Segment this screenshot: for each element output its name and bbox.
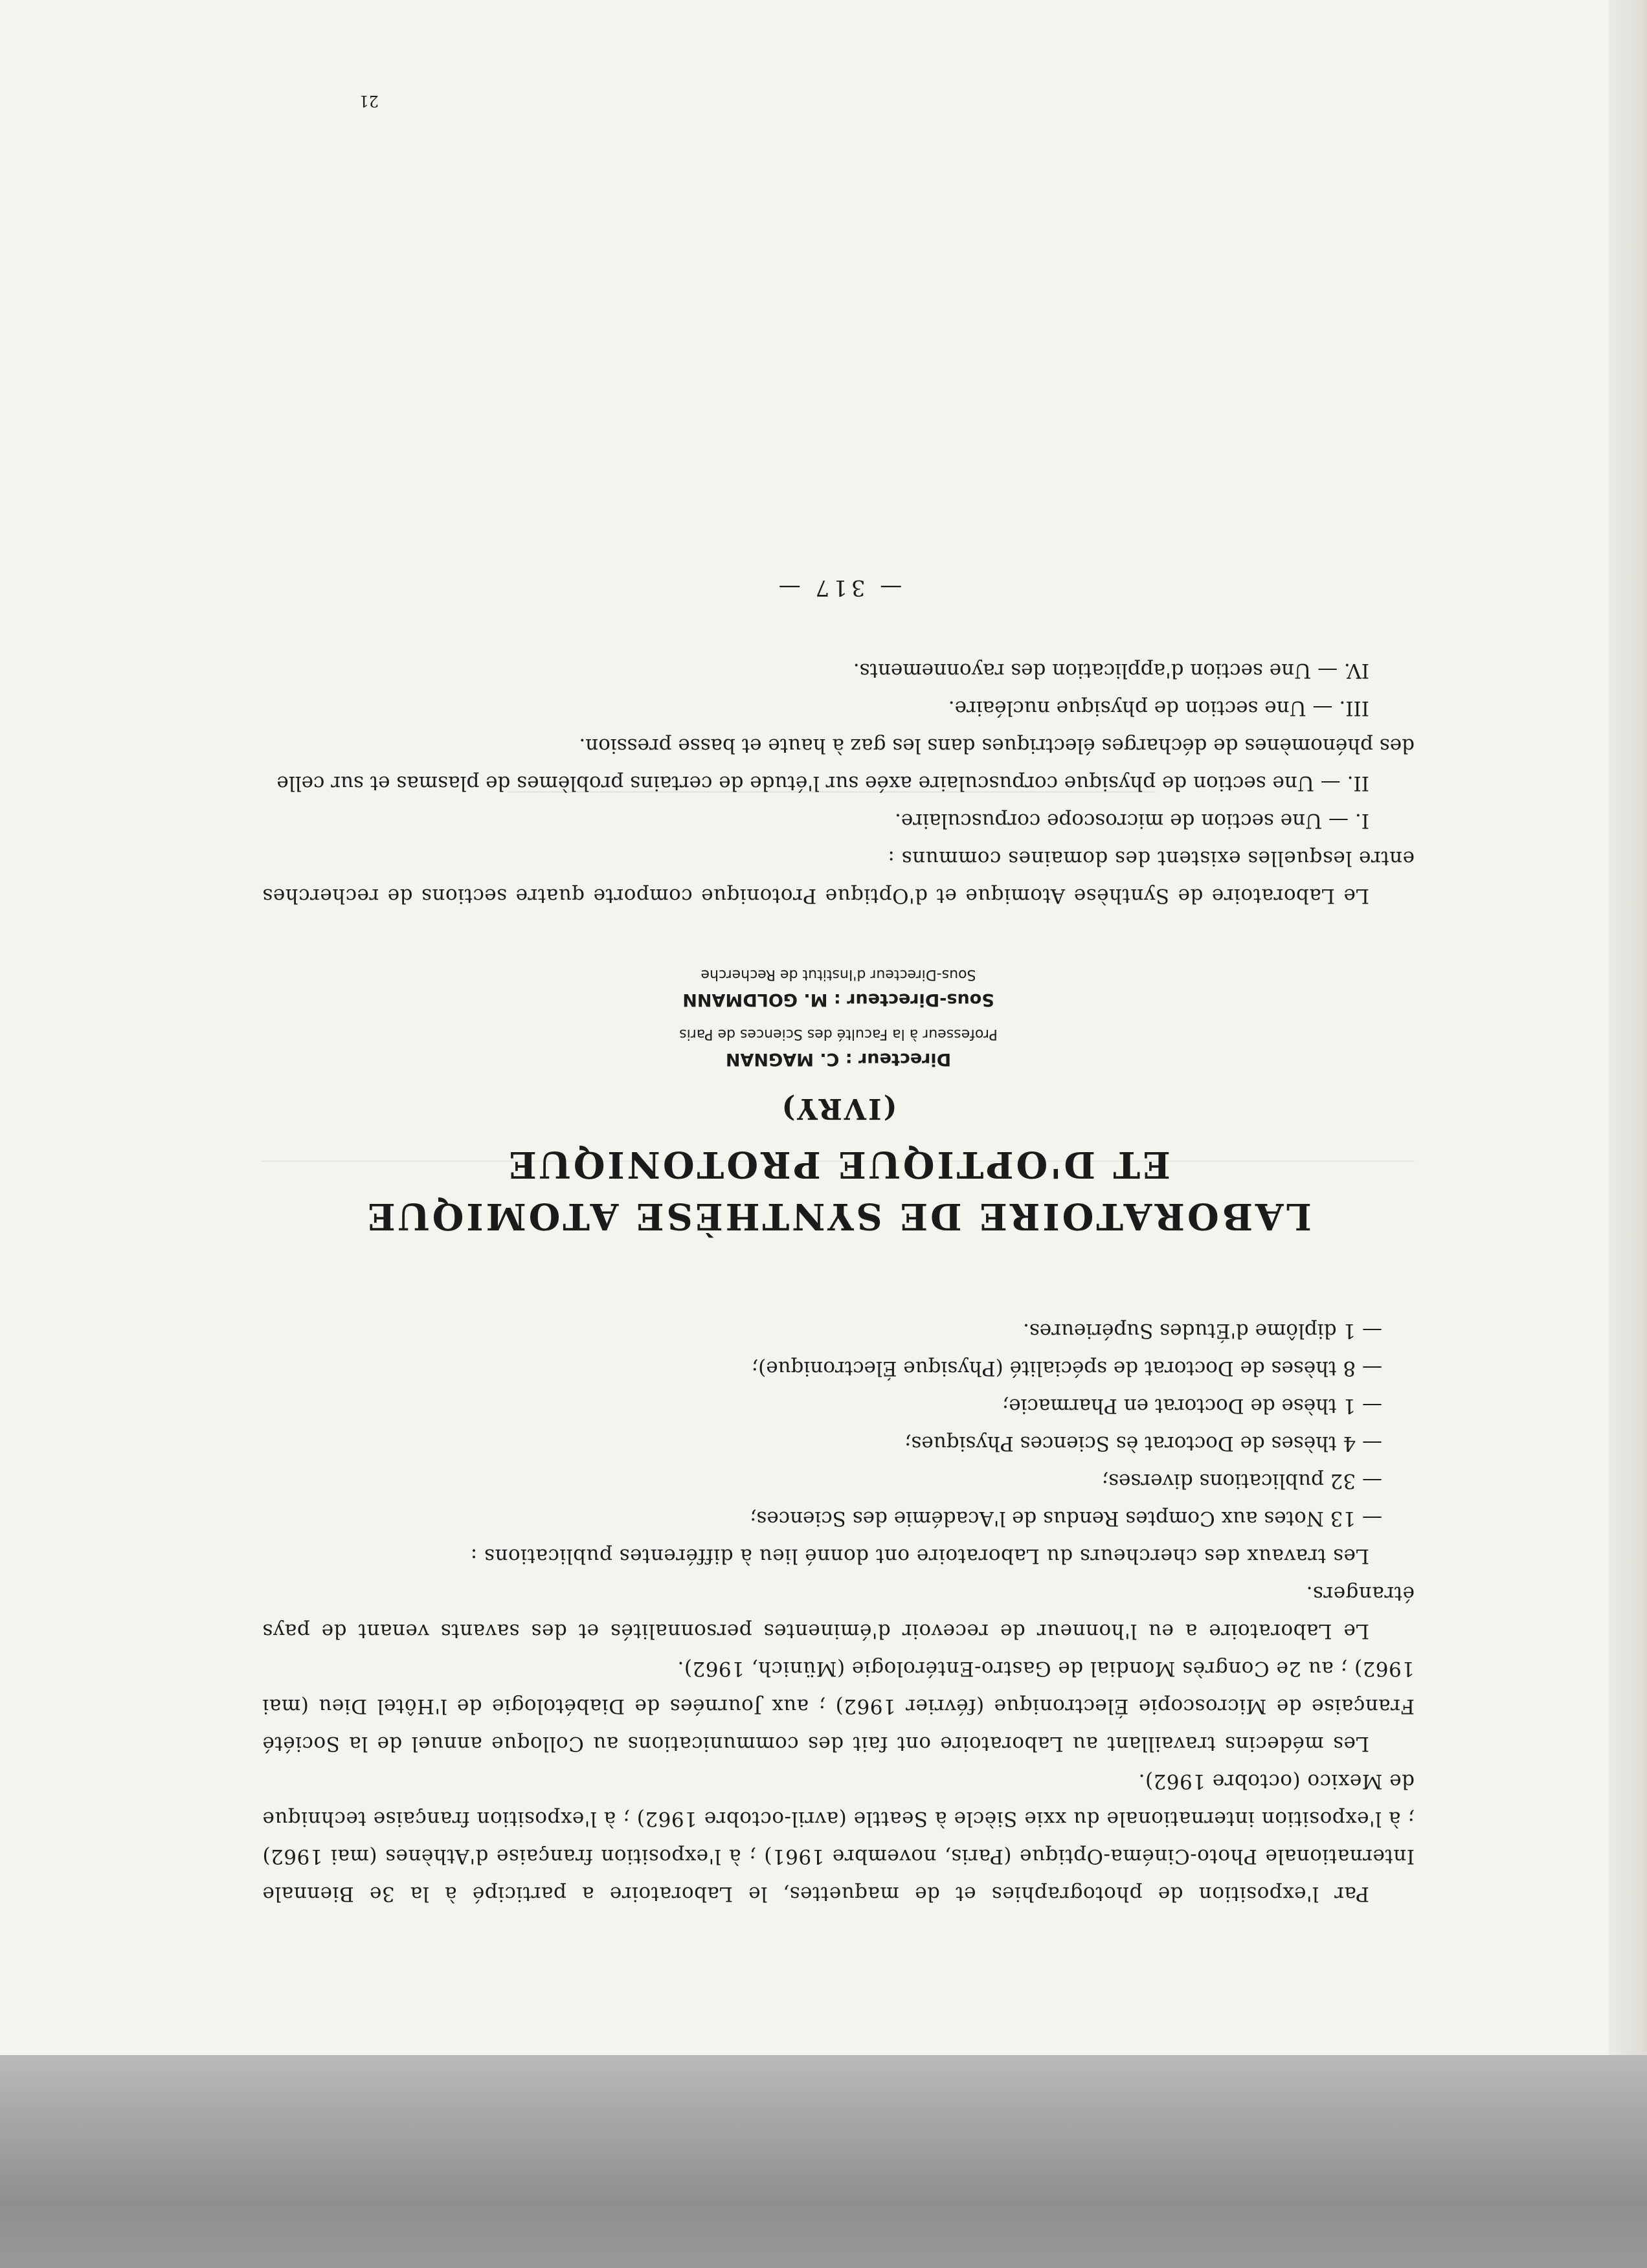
lab-location: (IVRY) <box>779 1092 897 1125</box>
paragraph-visitors: Le Laboratoire a eu l'honneur de recevoir d'éminentes personnalités et des savants venant de pays étrangers. <box>262 1582 1415 1643</box>
lab-title-line1: LABORATOIRE DE SYNTHÈSE ATOMIQUE <box>365 1195 1312 1238</box>
paragraph-exposition: Par l'exposition de photographies et de maquettes, le Laboratoire a participé à la 3e Biennale Internationale Photo-Cinéma-Optique (Paris, novembre 1961) ; à l'exposition française d'Athènes (mai 1962) ; à l'exposition internationale du xxie Siècle à Seattle (avril-octobre 1962) ; à l'exposition française technique de Mexico (octobre 1962). <box>262 1770 1415 1906</box>
paragraph-publications-intro: Les travaux des chercheurs du Laboratoire ont donné lieu à différentes publications : <box>470 1544 1369 1568</box>
list-item: II. — Une section de physique corpusculaire axée sur l'étude de certains problèmes de plasmas et sur celle des phénomènes de décharges électriques dans les gaz à haute et basse pression. <box>276 734 1415 795</box>
list-item: — 1 thèse de Doctorat en Pharmacie; <box>1002 1394 1382 1418</box>
lab-heading <box>262 962 1415 1242</box>
list-item: — 32 publications diverses; <box>1101 1469 1382 1493</box>
list-item: I. — Une section de microscope corpusculaire. <box>895 809 1369 832</box>
paragraph-sections-intro: Le Laboratoire de Synthèse Atomique et d'Optique Protonique comporte quatre sections de recherches entre lesquelles existent des domaines communs : <box>262 847 1415 907</box>
page-content <box>262 547 1415 1913</box>
subdirector-title: Sous-Directeur d'Institut de Recherche <box>700 966 976 983</box>
list-item: III. — Une section de physique nucléaire. <box>948 696 1369 720</box>
director-name: Directeur : C. MAGNAN <box>725 1049 952 1069</box>
lab-title-line2: ET D'OPTIQUE PROTONIQUE <box>506 1143 1171 1186</box>
director-title: Professeur à la Faculté des Sciences de Paris <box>679 1026 998 1042</box>
sections-list <box>262 652 1415 839</box>
list-item: — 8 thèses de Doctorat de spécialité (Physique Électronique); <box>751 1357 1382 1380</box>
subdirector-name: Sous-Directeur : M. GOLDMANN <box>682 990 994 1010</box>
list-item: IV. — Une section d'application des rayonnements. <box>853 659 1369 682</box>
scan-edge-strip <box>1608 0 1647 2055</box>
list-item: — 1 diplôme d'Études Supérieures. <box>1023 1319 1382 1342</box>
publications-list <box>262 1312 1415 1537</box>
scan-background <box>0 2055 1647 2268</box>
paragraph-communications: Les médecins travaillant au Laboratoire ont fait des communications au Colloque annuel de la Société Française de Microscopie Électronique (février 1962) ; aux Journées de Diabétologie de l'Hôtel Dieu (mai 1962) ; au 2e Congrès Mondial de Gastro-Entérologie (Münich, 1962). <box>262 1657 1415 1755</box>
folio-number: 21 <box>359 92 379 110</box>
spacer <box>262 915 1415 953</box>
list-item: — 4 thèses de Doctorat ès Sciences Physiques; <box>904 1432 1382 1455</box>
list-item: — 13 Notes aux Comptes Rendus de l'Académie des Sciences; <box>750 1507 1382 1530</box>
page-number: — 317 — <box>774 575 902 601</box>
